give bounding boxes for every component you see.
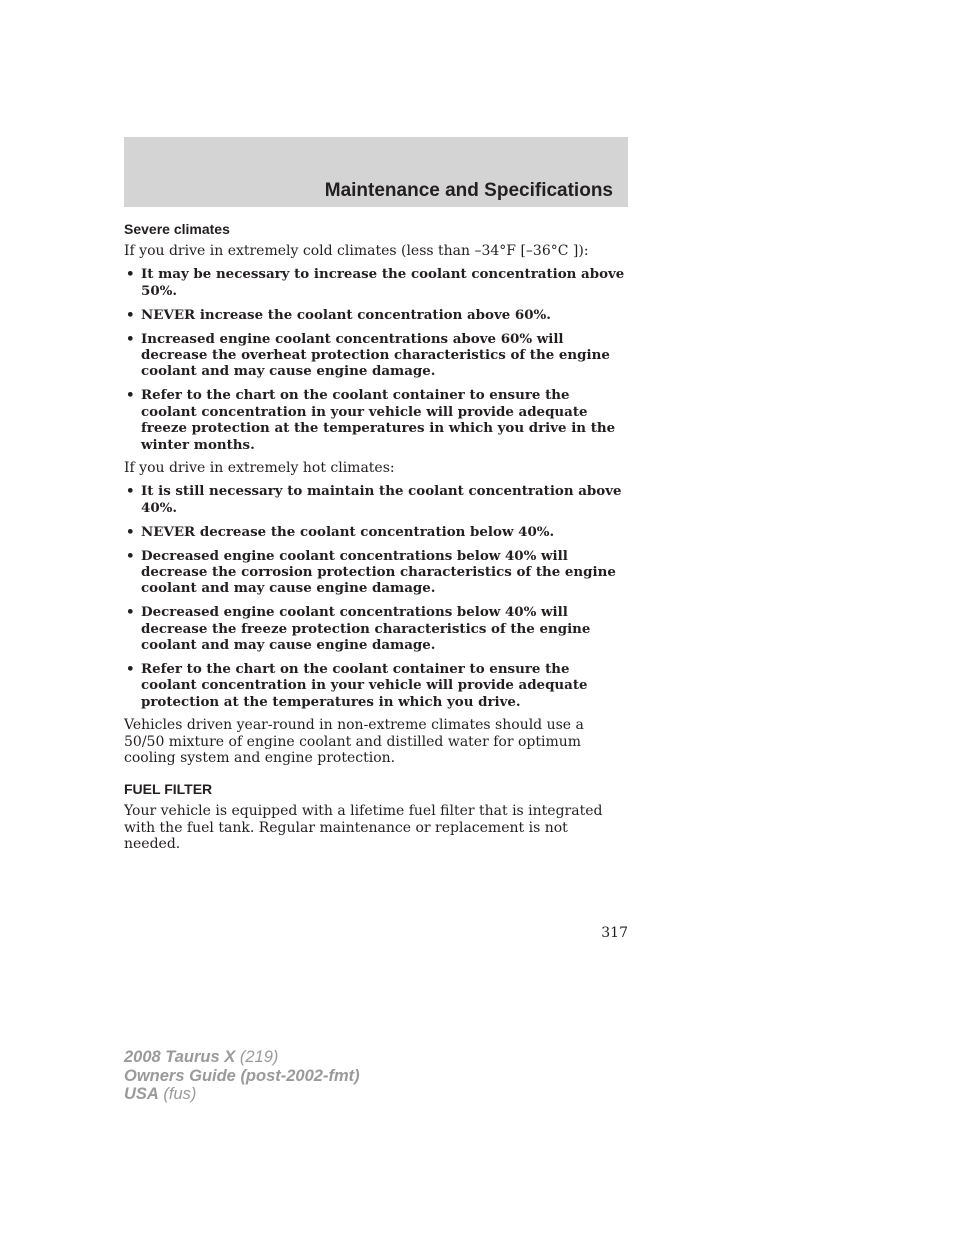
bullet-icon: •	[126, 483, 135, 500]
bullet-icon: •	[126, 604, 135, 621]
bullet-icon: •	[126, 387, 135, 404]
bullet-icon: •	[126, 661, 135, 678]
list-item-text: It may be necessary to increase the coolant concentration above 50%.	[141, 266, 625, 299]
list-item-text: It is still necessary to maintain the coolant concentration above 40%.	[141, 483, 622, 516]
list-item	[124, 307, 628, 323]
footer-line-model	[124, 1048, 360, 1067]
list-item-text: Decreased engine coolant concentrations below 40% will decrease the corrosion protection characteristics of the engine coolant and may cause engine damage.	[141, 547, 616, 597]
fuel-filter-heading: FUEL FILTER	[124, 781, 213, 798]
page-number: 317	[601, 925, 628, 941]
list-item	[124, 331, 628, 380]
cold-climates-list	[124, 266, 628, 453]
list-item-text: NEVER decrease the coolant concentration below 40%.	[141, 523, 555, 540]
document-footer	[124, 1048, 360, 1104]
footer-market-code: (fus)	[158, 1085, 197, 1103]
bullet-icon: •	[126, 523, 135, 540]
fuel-filter-paragraph: Your vehicle is equipped with a lifetime fuel filter that is integrated with the fuel tank. Regular maintenance or replacement is not needed.	[124, 803, 603, 853]
page-content	[124, 220, 628, 860]
footer-guide: Owners Guide (post-2002-fmt)	[124, 1066, 360, 1085]
list-item	[124, 661, 628, 710]
list-item	[124, 483, 628, 516]
list-item	[124, 604, 628, 653]
bullet-icon: •	[126, 306, 135, 323]
section-title: Maintenance and Specifications	[324, 180, 613, 201]
bullet-icon: •	[126, 547, 135, 564]
list-item	[124, 387, 628, 453]
non-extreme-climates-paragraph: Vehicles driven year-round in non-extreme climates should use a 50/50 mixture of engine coolant and distilled water for optimum cooling system and engine protection.	[124, 717, 584, 767]
header-band	[124, 137, 628, 207]
footer-line-guide	[124, 1067, 360, 1086]
footer-model-code: (219)	[235, 1048, 279, 1066]
list-item-text: Refer to the chart on the coolant container to ensure the coolant concentration in your vehicle will provide adequate freeze protection at the temperatures in which you drive in the winter months.	[141, 387, 616, 453]
severe-climates-heading: Severe climates	[124, 221, 230, 237]
bullet-icon: •	[126, 330, 135, 347]
list-item	[124, 548, 628, 597]
footer-market: USA	[124, 1085, 159, 1103]
list-item-text: NEVER increase the coolant concentration above 60%.	[141, 306, 551, 323]
list-item-text: Increased engine coolant concentrations above 60% will decrease the overheat protection characteristics of the engine coolant and may cause engine damage.	[141, 330, 610, 380]
hot-climates-list	[124, 483, 628, 710]
footer-line-market	[124, 1085, 360, 1104]
list-item	[124, 524, 628, 540]
list-item	[124, 266, 628, 299]
list-item-text: Decreased engine coolant concentrations below 40% will decrease the freeze protection characteristics of the engine coolant and may cause engine damage.	[141, 604, 591, 654]
footer-model: 2008 Taurus X	[124, 1048, 236, 1066]
list-item-text: Refer to the chart on the coolant container to ensure the coolant concentration in your vehicle will provide adequate protection at the temperatures in which you drive.	[141, 661, 588, 710]
hot-climates-intro: If you drive in extremely hot climates:	[124, 459, 395, 476]
bullet-icon: •	[126, 266, 135, 283]
cold-climates-intro: If you drive in extremely cold climates (less than –34°F [–36°C ]):	[124, 243, 589, 259]
